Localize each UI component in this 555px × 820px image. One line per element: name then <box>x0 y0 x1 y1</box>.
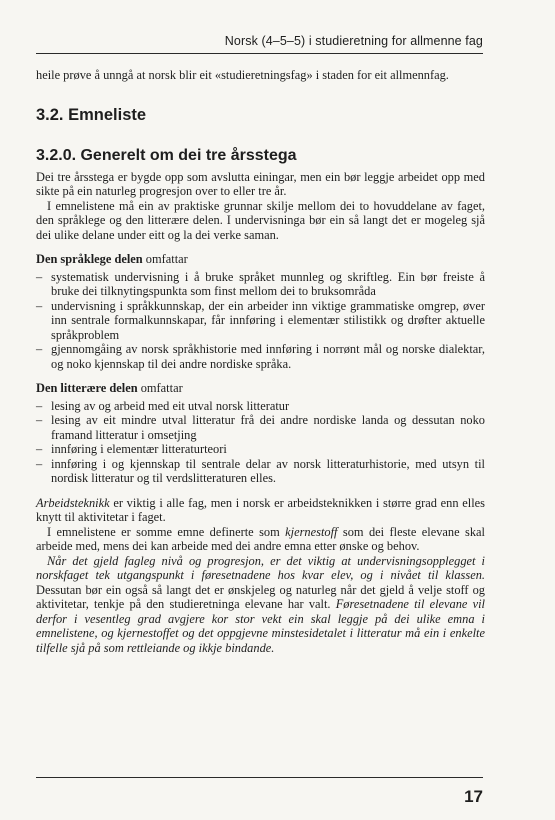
lang-part-list <box>36 270 485 372</box>
intro-paragraph: heile prøve å unngå at norsk blir eit «studieretningsfag» i staden for eit allmennfag. <box>36 68 449 82</box>
list-item: – gjennomgåing av norsk språkhistorie med innføring i norrønt mål og norske dialektar, og noko kjennskap til dei andre nordiske språka. <box>36 342 485 371</box>
page-number: 17 <box>464 787 483 806</box>
lit-part-lead <box>36 381 485 396</box>
subsection-heading: 3.2.0. Generelt om dei tre årsstega <box>36 146 297 164</box>
section-heading: 3.2. Emneliste <box>36 105 147 124</box>
list-item: – lesing av eit mindre utval litteratur frå dei andre nordiske landa og dessutan noko framand litteratur i omsetjing <box>36 413 485 442</box>
footer-rule <box>36 777 483 778</box>
body-text <box>36 68 485 655</box>
lang-part-title: Den språklege delen <box>36 252 143 266</box>
term-arbeidsteknikk: Arbeidsteknikk <box>36 495 110 510</box>
list-item: – undervisning i språkkunnskap, der ein arbeider inn viktige grammatiske omgrep, øver inn sentrale formalkunnskapar, får innføring i elementær stilistikk og drøfter aktuelle språkproblem <box>36 299 485 343</box>
paragraph-structure: Dei tre årsstega er bygde opp som avslutta einingar, men ein bør leggje arbeidet opp med sikte på ein naturleg progresjon over to eller tre år. <box>36 169 485 198</box>
list-item: – systematisk undervisning i å bruke språket munnleg og skriftleg. Ein bør freiste å bruke dei tilknytingspunkta som finst mellom dei to bruksområda <box>36 270 485 299</box>
list-item: – lesing av og arbeid med eit utval norsk litteratur <box>36 399 485 414</box>
paragraph-niva: Når det gjeld fagleg nivå og progresjon, er det viktig at undervisningsopplegget i norskfaget tek utgangspunkt i føresetnadene hos kvar elev, og i nivået til klassen. Dessutan bør ein også så langt det er ønskjeleg og naturleg når det gjeld å velje stoff og aktivitetar, tenkje på den studieretninga elevane har valt. Føresetnadene til elevane vil derfor i vesentleg grad avgjere kor stor vekt ein skal leggje på dei ulike emna i emnelistene, og kjernestoffet og det oppgjevne minstesidetalet i litteratur må ein i enkelte tilfelle sjå på som rettleiande og ikkje bindande. <box>36 553 485 655</box>
term-kjernestoff: kjernestoff <box>285 524 338 539</box>
header-rule <box>36 53 483 54</box>
list-item: – innføring i elementær litteraturteori <box>36 442 485 457</box>
lit-part-list <box>36 399 485 486</box>
list-item: – innføring i og kjennskap til sentrale delar av norsk litteraturhistorie, med utsyn til nordisk litteratur og til verdslitteraturen elles. <box>36 457 485 486</box>
running-head: Norsk (4–5–5) i studieretning for allmenne fag <box>224 34 483 48</box>
paragraph-emnelister: I emnelistene må ein av praktiske grunnar skilje mellom dei to hovuddelane av faget, den språklege og den litterære delen. I undervisninga bør ein så langt det er mogeleg sjå dei ulike delane under eitt og la dei verke saman. <box>36 198 485 242</box>
lit-part-title: Den litterære delen <box>36 381 138 395</box>
paragraph-kjernestoff: I emnelistene er somme emne definerte som kjernestoff som dei fleste elevane skal arbeide med, mens dei kan arbeide med dei andre emna etter ønske og behov. <box>36 524 485 553</box>
lang-part-lead-rest: omfattar <box>142 252 188 266</box>
paragraph-arbeidsteknikk: Arbeidsteknikk er viktig i alle fag, men i norsk er arbeidsteknikken i større grad enn elles knytt til aktivitetar i faget. <box>36 495 485 524</box>
lang-part-lead <box>36 252 485 267</box>
lit-part-lead-rest: omfattar <box>137 381 183 395</box>
